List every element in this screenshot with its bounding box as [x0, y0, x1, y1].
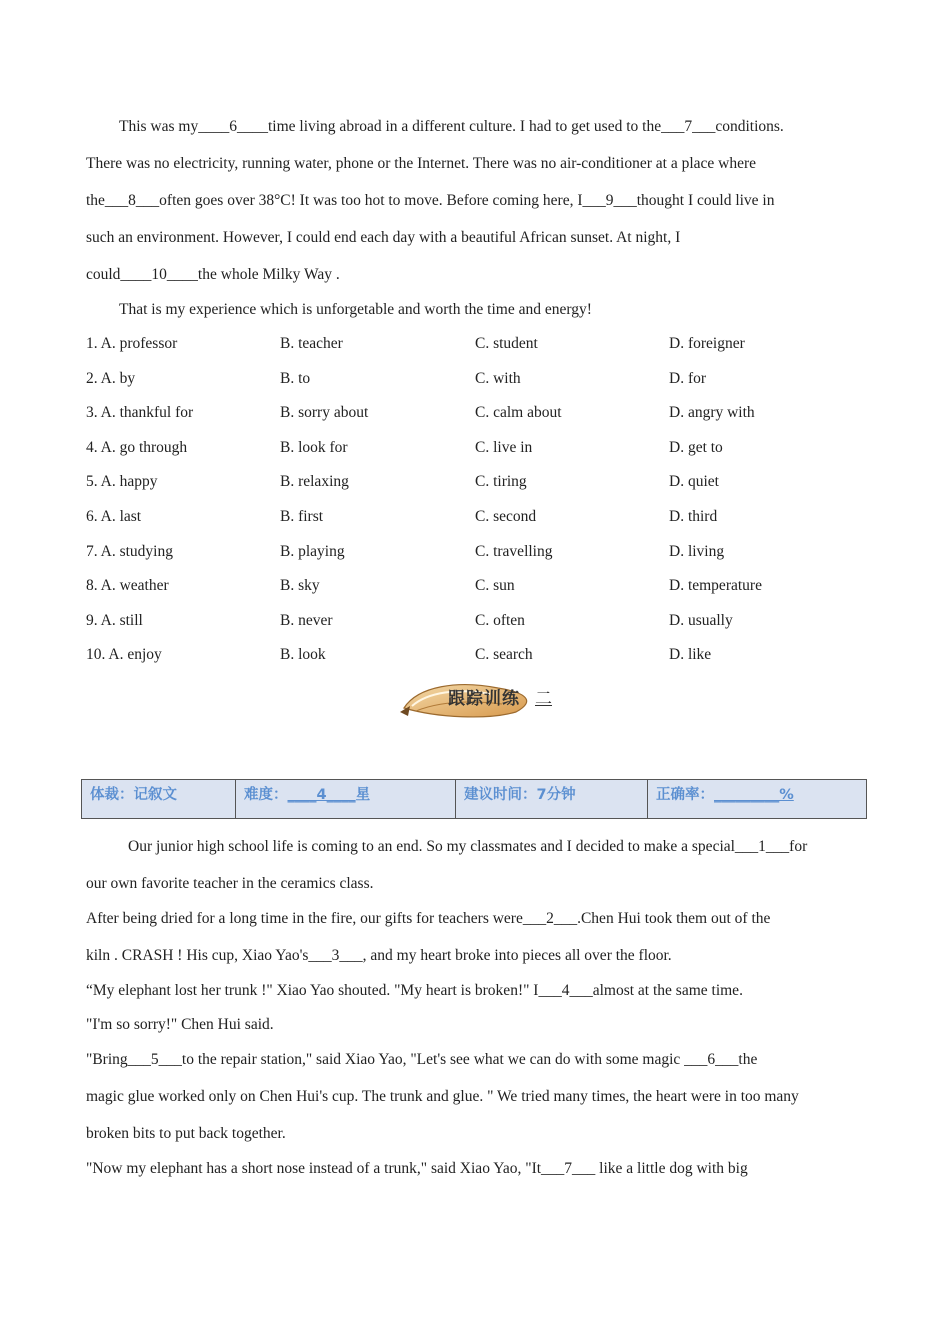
- genre-cell: [82, 780, 236, 819]
- passage-2-line: "Now my elephant has a short nose instead of a trunk," said Xiao Yao, "It___7___ like a little dog with big: [86, 1160, 748, 1177]
- passage-2-paragraph-1: [86, 828, 876, 902]
- option-d: D. angry with: [669, 404, 755, 422]
- passage-2-paragraph-2: [86, 900, 876, 974]
- passage-2-paragraph-5: [86, 1041, 876, 1152]
- option-b: B. sorry about: [280, 404, 369, 422]
- option-row: [86, 465, 876, 500]
- option-c: C. often: [475, 611, 525, 629]
- passage-2-paragraph-4: [86, 1006, 876, 1043]
- passage-2-line: broken bits to put back together.: [86, 1125, 286, 1142]
- passage-1-line: That is my experience which is unforgetable and worth the time and energy!: [119, 301, 592, 318]
- passage-1-line: could____10____the whole Milky Way .: [86, 266, 340, 283]
- accuracy-value: _________%: [714, 787, 794, 803]
- option-c: C. search: [475, 646, 533, 664]
- option-c: C. tiring: [475, 473, 527, 491]
- passage-1-paragraph-2: [86, 291, 876, 328]
- option-a: 5. A. happy: [86, 473, 158, 491]
- option-b: B. relaxing: [280, 473, 349, 491]
- option-row: [86, 327, 876, 362]
- option-row: [86, 569, 876, 604]
- option-c: C. travelling: [475, 542, 553, 560]
- accuracy-label: 正确率：: [656, 787, 714, 803]
- difficulty-value: ____4____: [287, 787, 356, 803]
- passage-2-line: Our junior high school life is coming to an end. So my classmates and I decided to make a special___1___for: [128, 838, 808, 855]
- option-b: B. sky: [280, 577, 320, 595]
- option-c: C. second: [475, 507, 537, 525]
- option-a: 10. A. enjoy: [86, 646, 162, 664]
- option-a: 9. A. still: [86, 611, 143, 629]
- passage-1-line: There was no electricity, running water, phone or the Internet. There was no air-conditioner at a place where: [86, 155, 757, 172]
- answer-options: [86, 327, 876, 673]
- option-a: 2. A. by: [86, 369, 136, 387]
- option-b: B. never: [280, 611, 333, 629]
- genre-label: 体裁：记叙文: [90, 787, 177, 803]
- passage-2-line: "I'm so sorry!" Chen Hui said.: [86, 1016, 274, 1033]
- time-cell: [456, 780, 648, 819]
- option-d: D. get to: [669, 438, 723, 456]
- passage-2-line: After being dried for a long time in the fire, our gifts for teachers were___2___.Chen Hui took them out of the: [86, 910, 771, 927]
- option-b: B. look: [280, 646, 326, 664]
- option-d: D. temperature: [669, 577, 762, 595]
- exercise-info-table: [81, 779, 867, 819]
- option-a: 8. A. weather: [86, 577, 169, 595]
- option-row: [86, 500, 876, 535]
- option-row: [86, 535, 876, 570]
- passage-1-line: the___8___often goes over 38°C! It was too hot to move. Before coming here, I___9___thought I could live in: [86, 192, 775, 209]
- passage-2-line: magic glue worked only on Chen Hui's cup. The trunk and glue. " We tried many times, the heart were in too many: [86, 1088, 799, 1105]
- difficulty-label: 难度：: [244, 787, 288, 803]
- passage-2-paragraph-6: [86, 1150, 876, 1187]
- passage-1-paragraph-1: [86, 108, 876, 293]
- option-c: C. calm about: [475, 404, 562, 422]
- option-d: D. living: [669, 542, 725, 560]
- option-a: 3. A. thankful for: [86, 404, 194, 422]
- difficulty-unit: 星: [355, 787, 371, 803]
- option-b: B. look for: [280, 438, 348, 456]
- option-b: B. playing: [280, 542, 345, 560]
- option-d: D. foreigner: [669, 335, 745, 352]
- option-c: C. sun: [475, 577, 515, 595]
- option-row: [86, 638, 876, 673]
- option-d: D. quiet: [669, 473, 719, 491]
- option-d: D. usually: [669, 611, 733, 629]
- passage-2-line: "Bring___5___to the repair station," said Xiao Yao, "Let's see what we can do with some magic ___6___the: [86, 1051, 758, 1068]
- section-number: 二: [535, 689, 552, 709]
- option-d: D. for: [669, 369, 707, 387]
- option-row: [86, 362, 876, 397]
- option-b: B. first: [280, 507, 324, 525]
- option-b: B. to: [280, 369, 311, 387]
- section-title: 跟踪训练: [448, 689, 520, 709]
- option-d: D. like: [669, 646, 712, 664]
- passage-2-line: kiln . CRASH ! His cup, Xiao Yao's___3___, and my heart broke into pieces all over the floor.: [86, 947, 672, 964]
- option-row: [86, 396, 876, 431]
- option-c: C. live in: [475, 438, 533, 456]
- suggested-time: 建议时间：7分钟: [464, 787, 576, 803]
- option-a: 1. A. professor: [86, 335, 178, 352]
- passage-2-line: “My elephant lost her trunk !" Xiao Yao shouted. "My heart is broken!" I___4___almost at the same time.: [86, 982, 743, 999]
- option-a: 7. A. studying: [86, 542, 173, 560]
- option-row: [86, 604, 876, 639]
- option-row: [86, 431, 876, 466]
- passage-1-line: This was my____6____time living abroad in a different culture. I had to get used to the___7___conditions.: [119, 118, 784, 135]
- option-a: 6. A. last: [86, 507, 142, 525]
- option-a: 4. A. go through: [86, 438, 188, 456]
- passage-2-line: our own favorite teacher in the ceramics class.: [86, 875, 374, 892]
- difficulty-cell: [236, 780, 456, 819]
- passage-2-paragraph-3: [86, 972, 876, 1009]
- option-c: C. student: [475, 335, 538, 352]
- option-c: C. with: [475, 369, 521, 387]
- option-b: B. teacher: [280, 335, 343, 352]
- option-d: D. third: [669, 507, 718, 525]
- passage-1-line: such an environment. However, I could end each day with a beautiful African sunset. At night, I: [86, 229, 681, 246]
- accuracy-cell: [648, 780, 867, 819]
